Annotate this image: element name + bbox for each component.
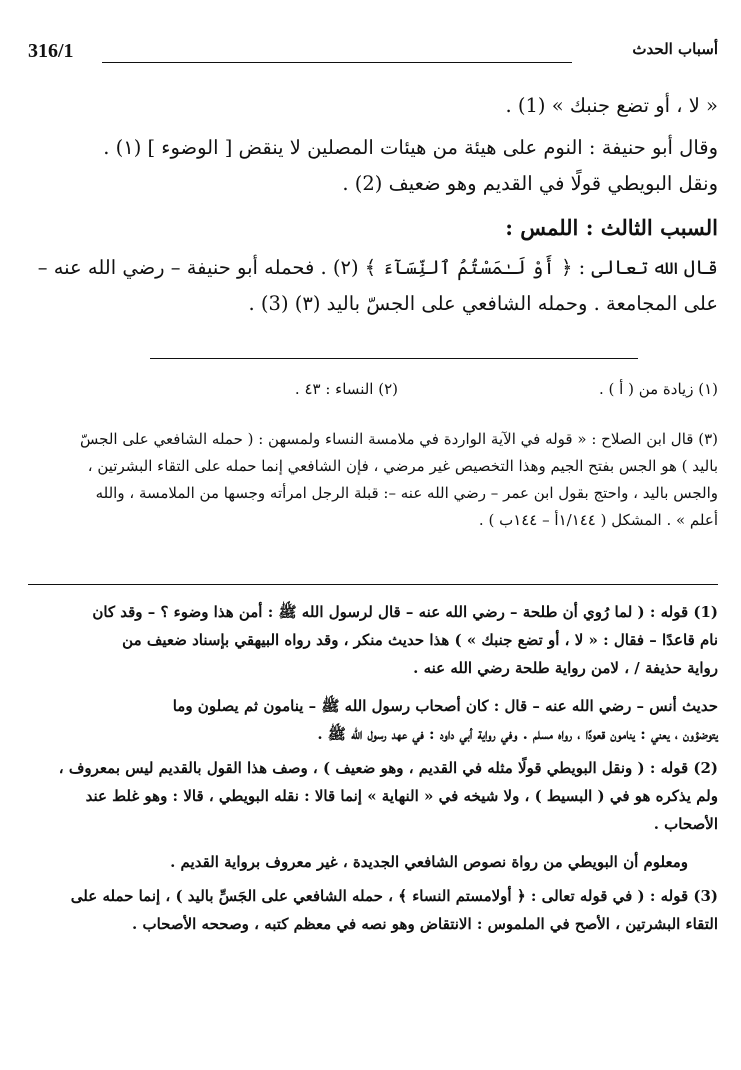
footnote-line: والجس باليد ، واحتج بقول ابن عمر – رضي الله عنه –: قبلة الرجل امرأته وجسها من الملامسة ، والله xyxy=(95,484,718,502)
note-line: ولم يذكره هو في ( البسيط ) ، ولا شيخه في « النهاية » إنما قالا : نقله البويطي ، قالا : وهو غلط عند xyxy=(85,787,718,805)
main-text xyxy=(28,88,718,322)
note-line: نام قاعدًا – فقال : « لا ، أو تضع جنبك » ) هذا حديث منكر ، وقد رواه البيهقي بإسناد ضعيف من xyxy=(122,631,718,649)
note-line: حديث أنس – رضي الله عنه – قال : كان أصحاب رسول الله ﷺ – ينامون ثم يصلون وما xyxy=(172,697,718,715)
footnote-line: (٣) قال ابن الصلاح : « قوله في الآية الواردة في ملامسة النساء ولمسهن : ( حمله الشافعي على الجسّ xyxy=(80,430,718,448)
section-heading: السبب الثالث : اللمس : xyxy=(505,215,718,240)
footnotes-short xyxy=(28,380,718,410)
notes-separator xyxy=(28,584,718,585)
main-line: ونقل البويطي قولًا في القديم وهو ضعيف (2) . xyxy=(342,172,718,195)
main-line: وقال أبو حنيفة : النوم على هيئة من هيئات المصلين لا ينقض [ الوضوء ] (١) . xyxy=(103,136,718,159)
main-line: على المجامعة . وحمله الشافعي على الجسّ باليد (٣) (3) . xyxy=(248,292,718,315)
footnote-line: باليد ) هو الجس بفتح الجيم وهذا التخصيص غير مرضي ، فإن الشافعي إنما حمله على التقاء البشرتين ، xyxy=(87,457,718,475)
footnote-3 xyxy=(28,426,718,534)
note-line: (1) قوله : ( لما رُوي أن طلحة – رضي الله عنه – قال لرسول الله ﷺ : أمن هذا وضوء ؟ – وقد كان xyxy=(92,603,718,621)
footnote-1: (١) زيادة من ( أ ) . xyxy=(598,380,718,398)
note-line: (3) قوله : ( في قوله تعالى : ﴿ أولامستم النساء ﴾ ، حمله الشافعي على الجَسِّ باليد ) ، إنما حمله على xyxy=(70,887,718,905)
main-line: قال الله تعالى : ﴿ أَوْ لَـٰمَسْتُمُ ٱلنِّسَآءَ ﴾ (٢) . فحمله أبو حنيفة – رضي الله عنه – xyxy=(37,256,718,279)
footnote-separator xyxy=(150,358,638,359)
header-rule xyxy=(102,62,572,63)
running-title: أسباب الحدث xyxy=(632,40,718,58)
note-line: التقاء البشرتين ، الأصح في الملموس : الانتقاض وهو نصه في معظم كتبه ، وصححه الأصحاب . xyxy=(132,915,718,933)
note-line: ومعلوم أن البويطي من رواة نصوص الشافعي الجديدة ، غير معروف برواية القديم . xyxy=(170,853,688,871)
note-line: يتوضؤون ، يعني : ينامون قعودًا ، رواه مسلم . وفي رواية أبي داود : في عهد رسول الله ﷺ . xyxy=(317,725,718,743)
editor-notes xyxy=(28,598,718,938)
note-line: رواية حذيفة / ، لامن رواية طلحة رضي الله عنه . xyxy=(413,659,718,677)
note-line: الأصحاب . xyxy=(653,815,718,833)
footnote-2: (٢) النساء : ٤٣ . xyxy=(294,380,398,398)
main-line: « لا ، أو تضع جنبك » (1) . xyxy=(505,94,718,117)
page-header xyxy=(28,40,718,70)
page-number: 316/1 xyxy=(28,40,74,62)
note-line: (2) قوله : ( ونقل البويطي قولًا مثله في القديم ، وهو ضعيف ) ، وصف هذا القول بالقديم ليس بمعروف ، xyxy=(58,759,718,777)
footnote-line: أعلم » . المشكل ( ١/١٤٤أ – ١٤٤ب ) . xyxy=(478,511,718,529)
